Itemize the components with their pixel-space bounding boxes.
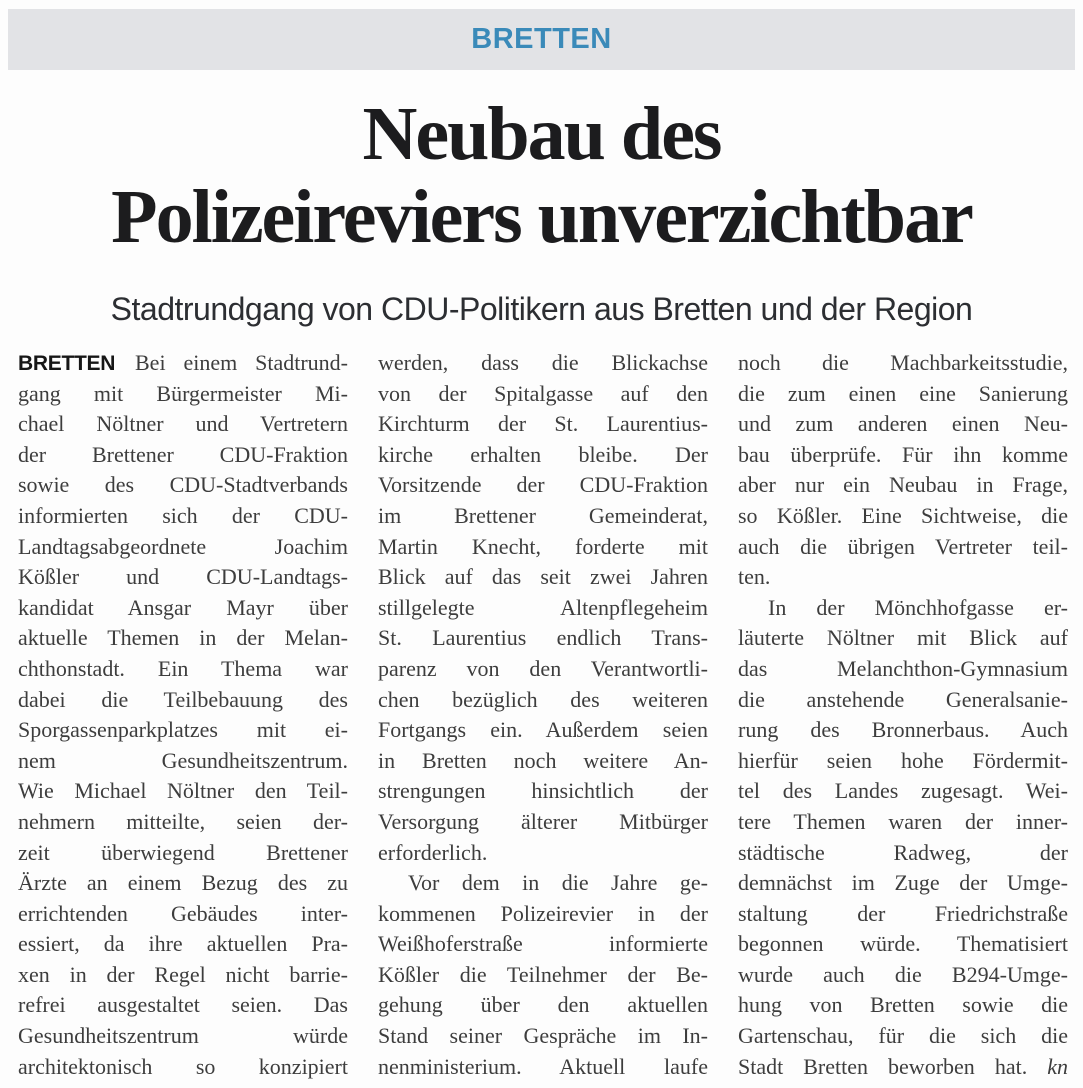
article-body bbox=[18, 348, 1068, 1082]
body-text-line: staltung der Friedrichstraße bbox=[738, 900, 1068, 926]
body-text-line: bau überprüfe. Für ihn komme bbox=[738, 441, 1068, 467]
headline-line-2: Polizeireviers unverzichtbar bbox=[111, 175, 972, 259]
body-text-line: Vorsitzende der CDU-Fraktion bbox=[378, 472, 708, 498]
author-initials: kn bbox=[1047, 1053, 1068, 1079]
body-text-line: nenministerium. Aktuell laufe bbox=[378, 1053, 708, 1079]
body-text-line: chael Nöltner und Vertretern bbox=[18, 411, 348, 437]
body-text-line: refrei ausgestaltet seien. Das bbox=[18, 992, 348, 1018]
body-text-line: nehmern mitteilte, seien der- bbox=[18, 808, 348, 834]
body-text-line: BRETTEN Bei einem Stadtrund- bbox=[18, 350, 348, 375]
body-text-line: tel des Landes zugesagt. Wei- bbox=[738, 778, 1068, 804]
body-text-line: essiert, da ihre aktuellen Pra- bbox=[18, 931, 348, 957]
body-text-line: das Melanchthon-Gymnasium bbox=[738, 655, 1068, 681]
body-text-line: errichtenden Gebäudes inter- bbox=[18, 900, 348, 926]
body-text-line: informierten sich der CDU- bbox=[18, 502, 348, 528]
body-text-line: auch die übrigen Vertreter teil- bbox=[738, 533, 1068, 559]
body-text-line: die zum einen eine Sanierung bbox=[738, 380, 1068, 406]
dateline-lead-in: BRETTEN bbox=[18, 352, 116, 375]
body-text-line: xen in der Regel nicht barrie- bbox=[18, 961, 348, 987]
body-text-line: zeit überwiegend Brettener bbox=[18, 839, 348, 865]
body-text-line: Martin Knecht, forderte mit bbox=[378, 533, 708, 559]
body-text-line: Gartenschau, für die sich die bbox=[738, 1023, 1068, 1049]
body-text-line: strengungen hinsichtlich der bbox=[378, 778, 708, 804]
body-text-line: gang mit Bürgermeister Mi- bbox=[18, 380, 348, 406]
body-text-line: ten. bbox=[738, 564, 771, 590]
body-text-line: wurde auch die B294-Umge- bbox=[738, 961, 1068, 987]
body-text-line: rung des Bronnerbaus. Auch bbox=[738, 717, 1068, 743]
article-column-2 bbox=[378, 348, 708, 1082]
body-text-line: gehung über den aktuellen bbox=[378, 992, 708, 1018]
body-text-line: Sporgassenparkplatzes mit ei- bbox=[18, 717, 348, 743]
body-text-line: begonnen würde. Thematisiert bbox=[738, 931, 1068, 957]
body-text-line: in Bretten noch weitere An- bbox=[378, 747, 708, 773]
body-text-line: dabei die Teilbebauung des bbox=[18, 686, 348, 712]
body-text-line: kandidat Ansgar Mayr über bbox=[18, 594, 348, 620]
body-text-line: so Kößler. Eine Sichtweise, die bbox=[738, 502, 1068, 528]
body-text-line: kommenen Polizeirevier in der bbox=[378, 900, 708, 926]
headline bbox=[0, 93, 1083, 259]
body-text-line: hierfür seien hohe Fördermit- bbox=[738, 747, 1068, 773]
body-text-line: Stand seiner Gespräche im In- bbox=[378, 1023, 708, 1049]
body-text-line: Vor dem in die Jahre ge- bbox=[408, 870, 708, 896]
body-text-line: Kößler die Teilnehmer der Be- bbox=[378, 961, 708, 987]
body-text-line: parenz von den Verantwortli- bbox=[378, 655, 708, 681]
body-text-line: chen bezüglich des weiteren bbox=[378, 686, 708, 712]
body-text-line: erforderlich. bbox=[378, 839, 488, 865]
body-text-line: aber nur ein Neubau in Frage, bbox=[738, 472, 1068, 498]
body-text-line: noch die Machbarkeitsstudie, bbox=[738, 350, 1068, 375]
body-text-line: St. Laurentius endlich Trans- bbox=[378, 625, 708, 651]
headline-line-1: Neubau des bbox=[362, 92, 721, 176]
section-title: BRETTEN bbox=[471, 23, 612, 55]
body-text-line: im Brettener Gemeinderat, bbox=[378, 502, 708, 528]
body-text-line: hung von Bretten sowie die bbox=[738, 992, 1068, 1018]
body-text-line: chthonstadt. Ein Thema war bbox=[18, 655, 348, 681]
body-text-line: Fortgangs ein. Außerdem seien bbox=[378, 717, 708, 743]
body-text-line: Versorgung älterer Mitbürger bbox=[378, 808, 708, 834]
body-text-line: Kößler und CDU-Landtags- bbox=[18, 564, 348, 590]
body-text-line: Gesundheitszentrum würde bbox=[18, 1023, 348, 1049]
body-text-line: demnächst im Zuge der Umge- bbox=[738, 870, 1068, 896]
body-text-line: tere Themen waren der inner- bbox=[738, 808, 1068, 834]
body-text-line: Stadt Bretten beworben hat. kn bbox=[738, 1053, 1068, 1079]
body-text-line: Blick auf das seit zwei Jahren bbox=[378, 564, 708, 590]
body-text-line: nem Gesundheitszentrum. bbox=[18, 747, 348, 773]
body-text-line: Kirchturm der St. Laurentius- bbox=[378, 411, 708, 437]
article-column-3 bbox=[738, 348, 1068, 1082]
body-text-line: Wie Michael Nöltner den Teil- bbox=[18, 778, 348, 804]
body-text-line: Landtagsabgeordnete Joachim bbox=[18, 533, 348, 559]
body-text-line: läuterte Nöltner mit Blick auf bbox=[738, 625, 1068, 651]
body-text-line: architektonisch so konzipiert bbox=[18, 1053, 348, 1079]
body-text-line: von der Spitalgasse auf den bbox=[378, 380, 708, 406]
subhead: Stadtrundgang von CDU-Politikern aus Bretten und der Region bbox=[110, 291, 973, 327]
body-text-line: aktuelle Themen in der Melan- bbox=[18, 625, 348, 651]
body-text-line: stillgelegte Altenpflegeheim bbox=[378, 594, 708, 620]
body-text-line: sowie des CDU-Stadtverbands bbox=[18, 472, 348, 498]
body-text-line: die anstehende Generalsanie- bbox=[738, 686, 1068, 712]
article-column-1 bbox=[18, 348, 348, 1082]
body-text-line: und zum anderen einen Neu- bbox=[738, 411, 1068, 437]
body-text-line: werden, dass die Blickachse bbox=[378, 350, 708, 375]
body-text-line: städtische Radweg, der bbox=[738, 839, 1068, 865]
body-text-line: In der Mönchhofgasse er- bbox=[768, 594, 1068, 620]
body-text-line: der Brettener CDU-Fraktion bbox=[18, 441, 348, 467]
section-banner bbox=[8, 9, 1075, 70]
body-text-line: Ärzte an einem Bezug des zu bbox=[18, 870, 348, 896]
body-text-line: Weißhoferstraße informierte bbox=[378, 931, 708, 957]
body-text-line: kirche erhalten bleibe. Der bbox=[378, 441, 708, 467]
